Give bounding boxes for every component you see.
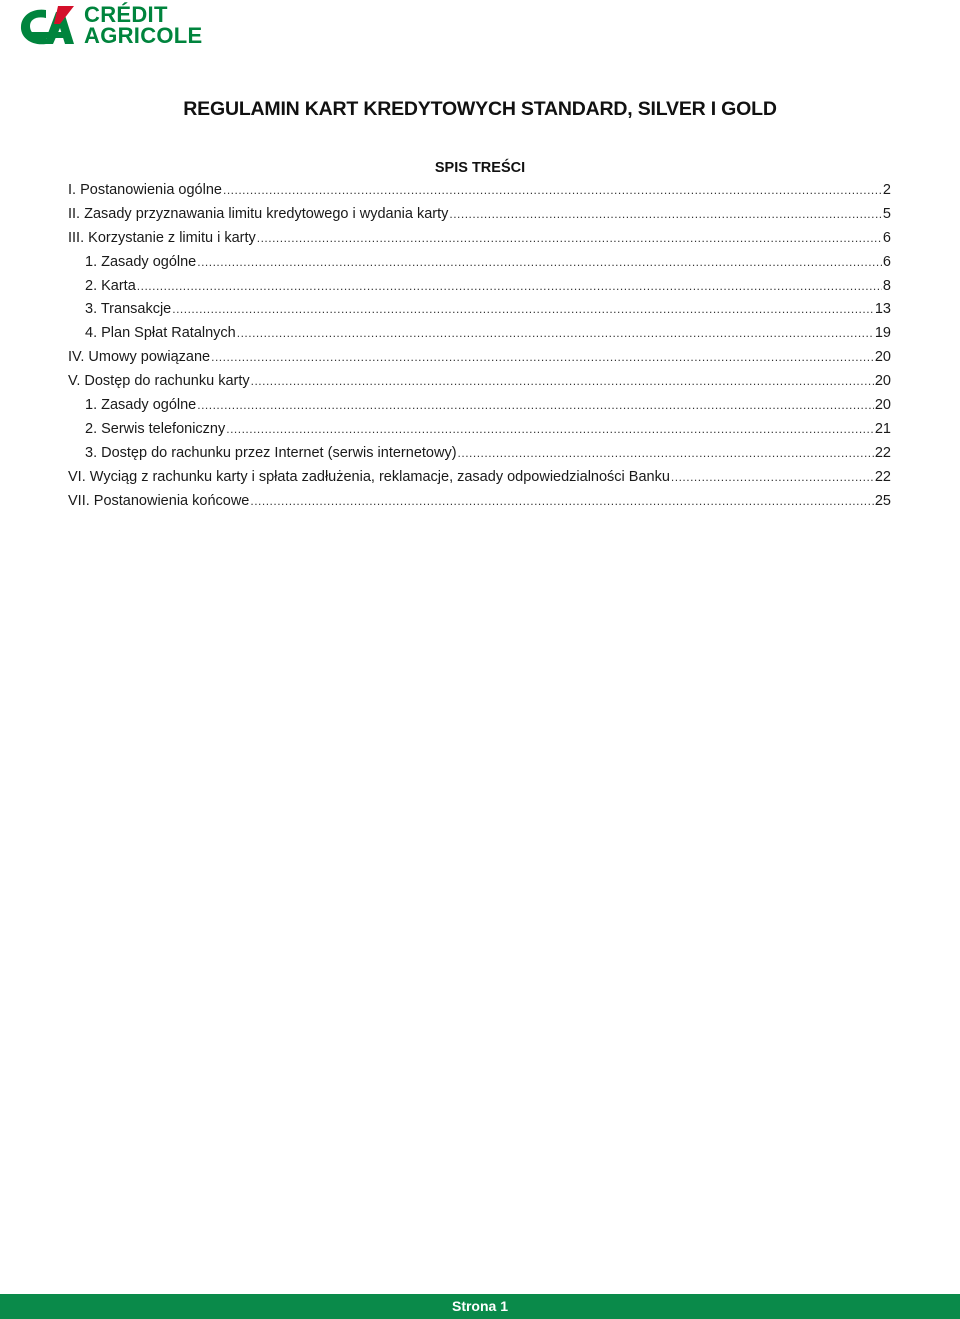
page-number: Strona 1 xyxy=(451,1298,508,1314)
toc-leader-dots xyxy=(211,350,874,364)
toc-entry[interactable] xyxy=(68,421,891,445)
toc-leader-dots xyxy=(137,279,882,293)
toc-entry-page: 22 xyxy=(874,444,891,461)
toc-entry-label: 3. Dostęp do rachunku przez Internet (serwis internetowy) xyxy=(85,444,457,461)
toc-leader-dots xyxy=(458,446,874,460)
toc-entry[interactable] xyxy=(68,182,891,206)
toc-leader-dots xyxy=(671,470,874,484)
toc-entry[interactable] xyxy=(68,493,891,517)
toc-entry-page: 19 xyxy=(874,325,891,342)
logo-line-2: AGRICOLE xyxy=(84,23,203,48)
toc-entry-page: 20 xyxy=(874,373,891,390)
toc-entry[interactable] xyxy=(68,301,891,325)
toc-entry[interactable] xyxy=(68,349,891,373)
toc-entry-page: 6 xyxy=(882,253,891,270)
toc-entry[interactable] xyxy=(68,230,891,254)
toc-entry-page: 20 xyxy=(874,349,891,366)
toc-entry[interactable] xyxy=(68,206,891,230)
toc-entry[interactable] xyxy=(68,397,891,421)
toc-entry-label: V. Dostęp do rachunku karty xyxy=(68,373,250,390)
toc-leader-dots xyxy=(223,183,882,197)
toc-entry-label: IV. Umowy powiązane xyxy=(68,349,211,366)
logo-wordmark xyxy=(84,4,203,46)
toc-entry-label: VII. Postanowienia końcowe xyxy=(68,492,250,509)
toc-entry-page: 13 xyxy=(874,301,891,318)
toc-leader-dots xyxy=(172,302,874,316)
ca-emblem-icon xyxy=(16,4,78,48)
toc-entry-page: 8 xyxy=(882,277,891,294)
toc-entry-label: 1. Zasady ogólne xyxy=(85,397,197,414)
toc-entry-label: I. Postanowienia ogólne xyxy=(68,182,222,198)
toc-entry[interactable] xyxy=(68,325,891,349)
toc-entry-page: 22 xyxy=(874,468,891,485)
table-of-contents xyxy=(68,182,891,516)
toc-entry-label: 2. Serwis telefoniczny xyxy=(85,420,226,437)
toc-entry-page: 6 xyxy=(882,229,891,246)
toc-entry[interactable] xyxy=(68,254,891,278)
toc-leader-dots xyxy=(250,494,874,508)
toc-entry-page: 2 xyxy=(882,182,891,198)
toc-entry-label: VI. Wyciąg z rachunku karty i spłata zadłużenia, reklamacje, zasady odpowiedzialności Banku xyxy=(68,468,670,485)
document-title: REGULAMIN KART KREDYTOWYCH STANDARD, SILVER I GOLD xyxy=(183,98,777,120)
toc-leader-dots xyxy=(251,374,874,388)
toc-entry-label: 4. Plan Spłat Ratalnych xyxy=(85,325,236,342)
toc-entry-label: 1. Zasady ogólne xyxy=(85,253,197,270)
toc-leader-dots xyxy=(226,422,874,436)
toc-entry-label: 2. Karta xyxy=(85,277,136,294)
credit-agricole-logo xyxy=(16,4,226,50)
toc-entry[interactable] xyxy=(68,469,891,493)
toc-entry-label: 3. Transakcje xyxy=(85,301,172,318)
toc-leader-dots xyxy=(237,326,874,340)
toc-leader-dots xyxy=(197,255,882,269)
toc-leader-dots xyxy=(197,398,874,412)
toc-entry[interactable] xyxy=(68,445,891,469)
toc-entry[interactable] xyxy=(68,373,891,397)
toc-heading: SPIS TREŚCI xyxy=(434,160,526,176)
toc-entry-label: II. Zasady przyznawania limitu kredytowego i wydania karty xyxy=(68,205,449,222)
toc-entry-label: III. Korzystanie z limitu i karty xyxy=(68,229,256,246)
toc-entry-page: 21 xyxy=(874,420,891,437)
toc-leader-dots xyxy=(257,231,882,245)
logo-line-1: CRÉDIT xyxy=(84,2,168,27)
toc-entry-page: 20 xyxy=(874,397,891,414)
toc-entry-page: 5 xyxy=(882,205,891,222)
page-footer xyxy=(0,1294,960,1319)
toc-leader-dots xyxy=(449,207,882,221)
toc-entry[interactable] xyxy=(68,278,891,302)
toc-entry-page: 25 xyxy=(874,492,891,509)
